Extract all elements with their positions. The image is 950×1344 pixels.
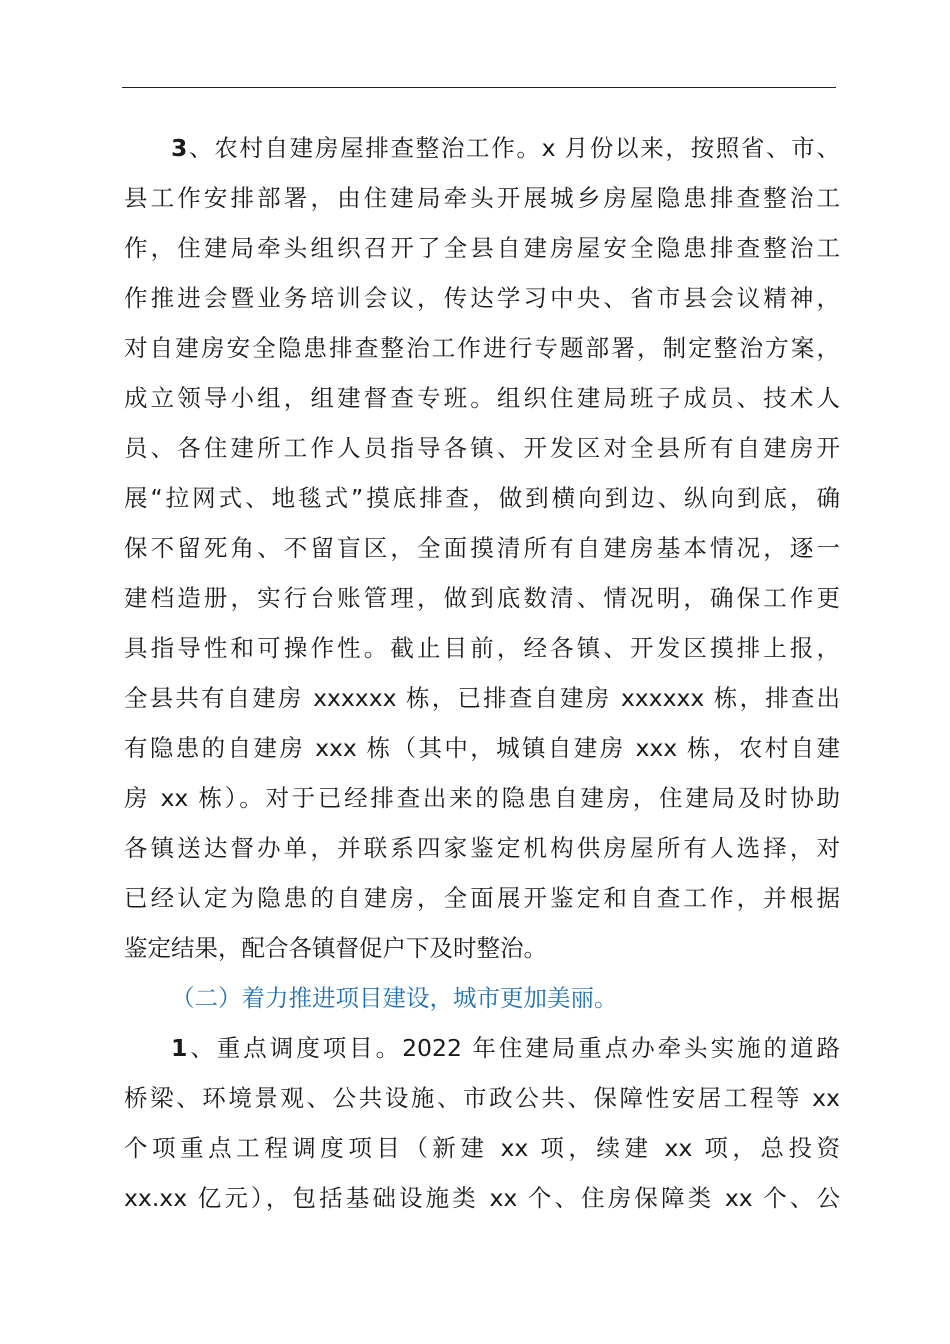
item-number: 1 bbox=[171, 1034, 188, 1062]
paragraph-line: 鉴定结果，配合各镇督促户下及时整治。 bbox=[124, 934, 547, 962]
paragraph-line: 县工作安排部署，由住建局牵头开展城乡房屋隐患排查整治工 bbox=[124, 184, 840, 212]
paragraph-line: xx.xx 亿元），包括基础设施类 xx 个、住房保障类 xx 个、公 bbox=[124, 1184, 840, 1212]
paragraph-rural-housing bbox=[124, 123, 840, 973]
paragraph-line: 1、重点调度项目。2022 年住建局重点办牵头实施的道路 bbox=[171, 1034, 840, 1062]
paragraph-line: 作，住建局牵头组织召开了全县自建房屋安全隐患排查整治工 bbox=[124, 234, 840, 262]
header-rule bbox=[122, 87, 836, 88]
paragraph-line: 成立领导小组，组建督查专班。组织住建局班子成员、技术人 bbox=[124, 384, 840, 412]
paragraph-line: 个项重点工程调度项目（新建 xx 项，续建 xx 项，总投资 bbox=[124, 1134, 840, 1162]
paragraph-line: 已经认定为隐患的自建房，全面展开鉴定和自查工作，并根据 bbox=[124, 884, 840, 912]
paragraph-line: 具指导性和可操作性。截止目前，经各镇、开发区摸排上报， bbox=[124, 634, 840, 662]
paragraph-line: 桥梁、环境景观、公共设施、市政公共、保障性安居工程等 xx bbox=[124, 1084, 840, 1112]
paragraph-line: 建档造册，实行台账管理，做到底数清、情况明，确保工作更 bbox=[124, 584, 840, 612]
paragraph-line: 房 xx 栋）。对于已经排查出来的隐患自建房，住建局及时协助 bbox=[124, 784, 840, 812]
section-heading: （二）着力推进项目建设，城市更加美丽。 bbox=[171, 984, 618, 1012]
paragraph-key-projects bbox=[124, 1023, 840, 1223]
document-body bbox=[124, 123, 840, 1223]
paragraph-line: 各镇送达督办单，并联系四家鉴定机构供房屋所有人选择，对 bbox=[124, 834, 840, 862]
paragraph-line: 有隐患的自建房 xxx 栋（其中，城镇自建房 xxx 栋，农村自建 bbox=[124, 734, 840, 762]
paragraph-line: 作推进会暨业务培训会议，传达学习中央、省市县会议精神， bbox=[124, 284, 840, 312]
paragraph-line: 员、各住建所工作人员指导各镇、开发区对全县所有自建房开 bbox=[124, 434, 840, 462]
paragraph-line: 3、农村自建房屋排查整治工作。x 月份以来，按照省、市、 bbox=[171, 134, 840, 162]
paragraph-line: 展“拉网式、地毯式”摸底排查，做到横向到边、纵向到底，确 bbox=[124, 484, 840, 512]
paragraph-line: 对自建房安全隐患排查整治工作进行专题部署，制定整治方案， bbox=[124, 334, 840, 362]
paragraph-line: 全县共有自建房 xxxxxx 栋，已排查自建房 xxxxxx 栋，排查出 bbox=[124, 684, 840, 712]
item-number: 3 bbox=[171, 134, 188, 162]
paragraph-line: 保不留死角、不留盲区，全面摸清所有自建房基本情况，逐一 bbox=[124, 534, 840, 562]
